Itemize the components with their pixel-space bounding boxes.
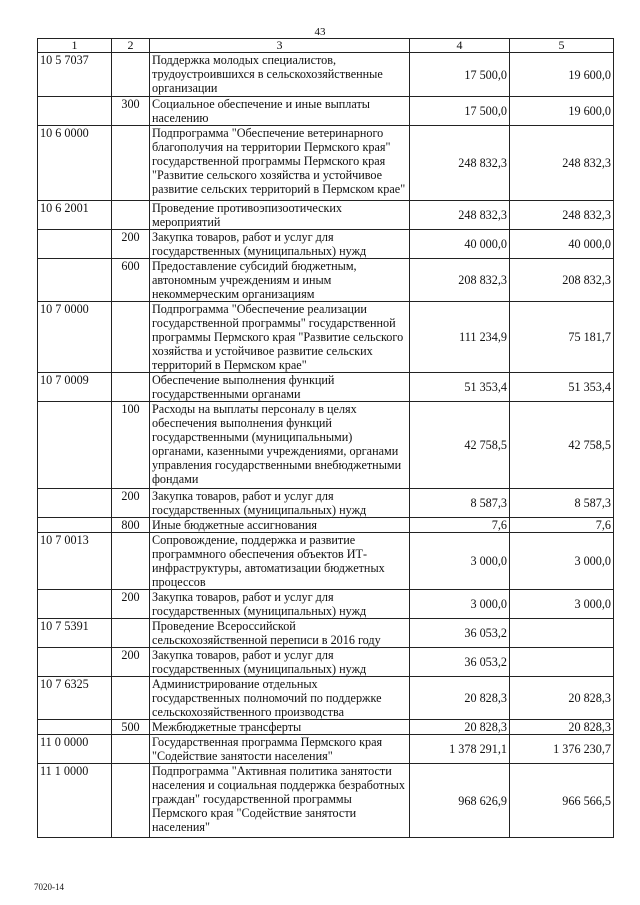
row-expense-type: 500 (112, 720, 150, 735)
row-amount-col5: 3 000,0 (510, 533, 614, 590)
row-expense-type: 200 (112, 230, 150, 259)
row-code (38, 720, 112, 735)
table-row (38, 126, 614, 201)
row-expense-type (112, 53, 150, 97)
row-name: Обеспечение выполнения функций государственными органами (150, 373, 410, 402)
header-col-4: 4 (410, 39, 510, 53)
row-code: 10 7 5391 (38, 619, 112, 648)
row-amount-col5: 248 832,3 (510, 126, 614, 201)
row-code: 10 7 6325 (38, 677, 112, 720)
row-code (38, 489, 112, 518)
row-name: Межбюджетные трансферты (150, 720, 410, 735)
header-col-3: 3 (150, 39, 410, 53)
table-row (38, 764, 614, 838)
row-amount-col5: 208 832,3 (510, 259, 614, 302)
row-name: Иные бюджетные ассигнования (150, 518, 410, 533)
row-amount-col4: 8 587,3 (410, 489, 510, 518)
table-row (38, 590, 614, 619)
row-amount-col4: 248 832,3 (410, 126, 510, 201)
table-row (38, 302, 614, 373)
header-col-5: 5 (510, 39, 614, 53)
row-name: Расходы на выплаты персоналу в целях обеспечения выполнения функций государственными (муниципальными) органами, казенными учреждениями, органами управления государственными внебюджетными фондами (150, 402, 410, 489)
row-amount-col4: 40 000,0 (410, 230, 510, 259)
row-amount-col5: 7,6 (510, 518, 614, 533)
row-amount-col5 (510, 648, 614, 677)
table-row (38, 489, 614, 518)
row-code: 10 6 2001 (38, 201, 112, 230)
row-expense-type: 100 (112, 402, 150, 489)
row-name: Закупка товаров, работ и услуг для государственных (муниципальных) нужд (150, 489, 410, 518)
row-code: 10 6 0000 (38, 126, 112, 201)
row-code: 10 7 0009 (38, 373, 112, 402)
row-expense-type: 600 (112, 259, 150, 302)
table-row (38, 677, 614, 720)
page-number: 43 (314, 26, 326, 38)
row-amount-col4: 20 828,3 (410, 677, 510, 720)
row-code: 11 0 0000 (38, 735, 112, 764)
row-amount-col5: 19 600,0 (510, 97, 614, 126)
row-expense-type (112, 373, 150, 402)
table-row (38, 201, 614, 230)
row-code (38, 518, 112, 533)
row-amount-col4: 111 234,9 (410, 302, 510, 373)
table-row (38, 518, 614, 533)
row-amount-col5: 40 000,0 (510, 230, 614, 259)
table-row (38, 230, 614, 259)
table-row (38, 402, 614, 489)
row-code: 11 1 0000 (38, 764, 112, 838)
row-name: Проведение противоэпизоотических мероприятий (150, 201, 410, 230)
row-expense-type (112, 677, 150, 720)
row-amount-col4: 36 053,2 (410, 619, 510, 648)
row-name: Предоставление субсидий бюджетным, автономным учреждениям и иным некоммерческим организациям (150, 259, 410, 302)
row-amount-col5: 966 566,5 (510, 764, 614, 838)
row-expense-type: 300 (112, 97, 150, 126)
row-name: Подпрограмма "Активная политика занятости населения и социальная поддержка безработных граждан" государственной программы Пермского края "Содействие занятости населения" (150, 764, 410, 838)
row-amount-col5: 51 353,4 (510, 373, 614, 402)
table-row (38, 259, 614, 302)
row-name: Закупка товаров, работ и услуг для государственных (муниципальных) нужд (150, 590, 410, 619)
row-code (38, 402, 112, 489)
row-amount-col4: 208 832,3 (410, 259, 510, 302)
row-code: 10 7 0013 (38, 533, 112, 590)
row-expense-type: 200 (112, 489, 150, 518)
row-expense-type: 800 (112, 518, 150, 533)
row-amount-col4: 968 626,9 (410, 764, 510, 838)
footer-code: 7020-14 (34, 882, 64, 892)
row-name: Закупка товаров, работ и услуг для государственных (муниципальных) нужд (150, 648, 410, 677)
row-name: Закупка товаров, работ и услуг для государственных (муниципальных) нужд (150, 230, 410, 259)
row-amount-col5: 3 000,0 (510, 590, 614, 619)
table-row (38, 648, 614, 677)
row-expense-type (112, 735, 150, 764)
table-row (38, 373, 614, 402)
row-code (38, 230, 112, 259)
row-expense-type (112, 619, 150, 648)
header-col-2: 2 (112, 39, 150, 53)
row-expense-type: 200 (112, 590, 150, 619)
table-row (38, 533, 614, 590)
row-code: 10 5 7037 (38, 53, 112, 97)
table-row (38, 720, 614, 735)
row-code (38, 97, 112, 126)
row-name: Поддержка молодых специалистов, трудоустроившихся в сельскохозяйственные организации (150, 53, 410, 97)
row-expense-type (112, 126, 150, 201)
row-amount-col4: 7,6 (410, 518, 510, 533)
row-amount-col4: 3 000,0 (410, 590, 510, 619)
row-expense-type: 200 (112, 648, 150, 677)
row-name: Социальное обеспечение и иные выплаты населению (150, 97, 410, 126)
row-code (38, 590, 112, 619)
row-name: Администрирование отдельных государственных полномочий по поддержке сельскохозяйственного производства (150, 677, 410, 720)
row-amount-col4: 1 378 291,1 (410, 735, 510, 764)
row-amount-col4: 17 500,0 (410, 97, 510, 126)
row-amount-col4: 20 828,3 (410, 720, 510, 735)
row-expense-type (112, 764, 150, 838)
row-amount-col5: 20 828,3 (510, 677, 614, 720)
table-row (38, 619, 614, 648)
row-expense-type (112, 302, 150, 373)
row-amount-col4: 36 053,2 (410, 648, 510, 677)
row-expense-type (112, 201, 150, 230)
table-row (38, 53, 614, 97)
header-col-1: 1 (38, 39, 112, 53)
row-code (38, 648, 112, 677)
table-row (38, 97, 614, 126)
table-row (38, 735, 614, 764)
budget-table (37, 38, 614, 838)
row-amount-col5: 19 600,0 (510, 53, 614, 97)
row-amount-col4: 51 353,4 (410, 373, 510, 402)
row-amount-col4: 17 500,0 (410, 53, 510, 97)
row-amount-col5 (510, 619, 614, 648)
row-name: Подпрограмма "Обеспечение реализации государственной программы" государственной программы Пермского края "Развитие сельского хозяйства и устойчивое развитие сельских территорий в Пермском крае" (150, 302, 410, 373)
row-amount-col4: 42 758,5 (410, 402, 510, 489)
row-amount-col5: 1 376 230,7 (510, 735, 614, 764)
row-amount-col5: 248 832,3 (510, 201, 614, 230)
row-code: 10 7 0000 (38, 302, 112, 373)
row-expense-type (112, 533, 150, 590)
row-amount-col4: 3 000,0 (410, 533, 510, 590)
row-name: Подпрограмма "Обеспечение ветеринарного благополучия на территории Пермского края" государственной программы Пермского края "Развитие сельского хозяйства и устойчивое развитие сельских территорий в Пермском крае" (150, 126, 410, 201)
row-amount-col5: 75 181,7 (510, 302, 614, 373)
table-header-row (38, 39, 614, 53)
row-amount-col5: 8 587,3 (510, 489, 614, 518)
row-name: Сопровождение, поддержка и развитие программного обеспечения объектов ИТ-инфраструктуры, автоматизации бюджетных процессов (150, 533, 410, 590)
row-name: Государственная программа Пермского края "Содействие занятости населения" (150, 735, 410, 764)
row-code (38, 259, 112, 302)
row-name: Проведение Всероссийской сельскохозяйственной переписи в 2016 году (150, 619, 410, 648)
row-amount-col5: 42 758,5 (510, 402, 614, 489)
row-amount-col4: 248 832,3 (410, 201, 510, 230)
row-amount-col5: 20 828,3 (510, 720, 614, 735)
